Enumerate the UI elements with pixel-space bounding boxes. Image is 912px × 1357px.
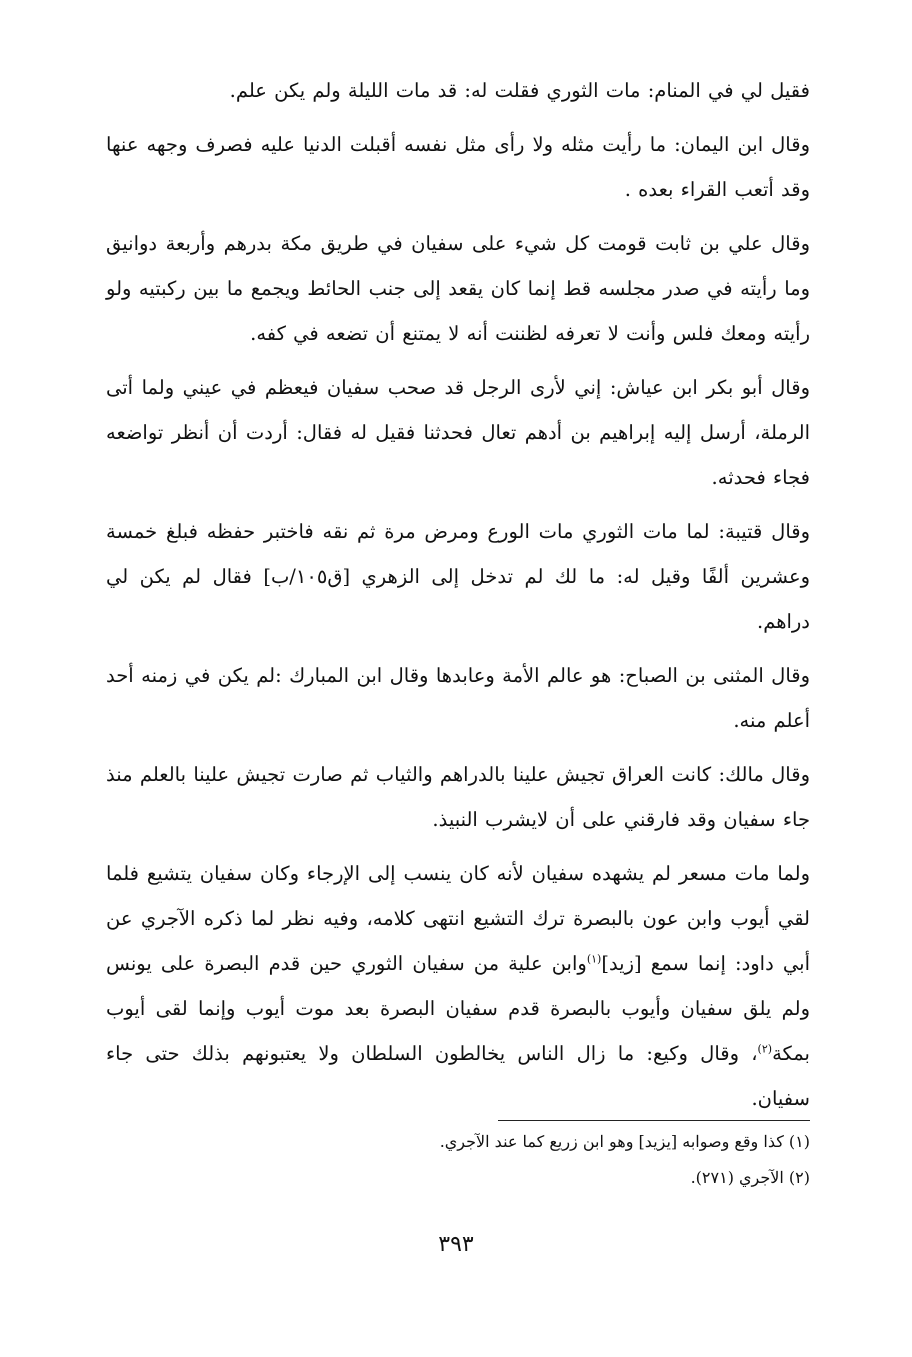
paragraph: وقال المثنى بن الصباح: هو عالم الأمة وعابدها وقال ابن المبارك :لم يكن في زمنه أحد أعلم منه. bbox=[106, 664, 810, 732]
footnote-ref-1: (١) bbox=[586, 952, 602, 966]
footnote-ref-2: (٢) bbox=[757, 1042, 773, 1056]
footnote-1: (١) كذا وقع وصوابه [يزيد] وهو ابن زريع كما عند الآجري. bbox=[439, 1132, 810, 1151]
paragraph: وقال ابن اليمان: ما رأيت مثله ولا رأى مثل نفسه أقبلت الدنيا عليه فصرف وجهه عنها وقد أتعب القراء بعده . bbox=[106, 133, 810, 201]
main-text bbox=[106, 68, 810, 1130]
paragraph: وقال علي بن ثابت قومت كل شيء على سفيان في طريق مكة بدرهم وأربعة دوانيق وما رأيته في صدر مجلسه قط إنما كان يقعد إلى جنب الحائط ويجمع ما بين ركبتيه ولو رأيته ومعك فلس وأنت لا تعرفه لظننت أنه لا يمتنع أن تضعه في كفه. bbox=[106, 232, 810, 345]
page-number: ٣٩٣ bbox=[438, 1232, 474, 1257]
paragraph-text-part2: وابن علية من سفيان الثوري حين قدم البصرة على يونس ولم يلق سفيان وأيوب بالبصرة قدم سفيان البصرة بعد موت أيوب وإنما لقى أيوب بمكة bbox=[106, 952, 810, 1065]
paragraph-text-part1: ولما مات مسعر لم يشهده سفيان لأنه كان ينسب إلى الإرجاء وكان سفيان يتشيع فلما لقي أيوب وابن عون بالبصرة ترك التشيع انتهى كلامه، وفيه نظر لما ذكره الآجري عن أبي داود: إنما سمع [زيد] bbox=[106, 862, 810, 975]
paragraph-last bbox=[106, 851, 810, 1121]
paragraph-text-part3: ، وقال وكيع: ما زال الناس يخالطون السلطان ولا يعتبونهم بذلك حتى جاء سفيان. bbox=[106, 1042, 810, 1110]
paragraph: وقال قتيبة: لما مات الثوري مات الورع ومرض مرة ثم نقه فاختبر حفظه فبلغ خمسة وعشرين ألفًا وقيل له: ما لك لم تدخل إلى الزهري [ق١٠٥/ب] فقال لم يكن لي دراهم. bbox=[106, 520, 810, 633]
paragraph: فقيل لي في المنام: مات الثوري فقلت له: قد مات الليلة ولم يكن علم. bbox=[229, 79, 810, 102]
footnote-2: (٢) الآجري (٢٧١). bbox=[690, 1168, 810, 1187]
footnotes bbox=[106, 1124, 810, 1196]
footnote-divider bbox=[498, 1120, 810, 1121]
paragraph: وقال أبو بكر ابن عياش: إني لأرى الرجل قد صحب سفيان فيعظم في عيني ولما أتى الرملة، أرسل إليه إبراهيم بن أدهم تعال فحدثنا فقيل له فقال: أردت أن أنظر تواضعه فجاء فحدثه. bbox=[106, 376, 810, 489]
paragraph: وقال مالك: كانت العراق تجيش علينا بالدراهم والثياب ثم صارت تجيش علينا بالعلم منذ جاء سفيان وقد فارقني على أن لايشرب النبيذ. bbox=[106, 763, 810, 831]
